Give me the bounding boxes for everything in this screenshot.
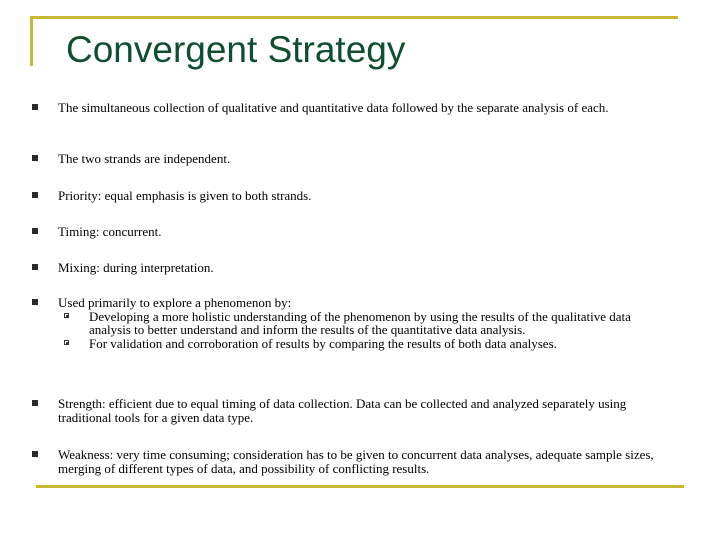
sub-bullet-item: [89, 310, 670, 337]
square-bullet-icon: [32, 400, 38, 406]
bullet-item: [58, 397, 670, 424]
bullet-item: [58, 448, 670, 475]
bullet-text: The two strands are independent.: [58, 151, 231, 166]
bullet-text: Timing: concurrent.: [58, 224, 162, 239]
bullet-item: [58, 261, 670, 275]
bottom-border-line: [36, 485, 684, 488]
left-border-line: [30, 16, 33, 66]
slide-title: Convergent Strategy: [66, 29, 406, 70]
square-bullet-icon: [32, 192, 38, 198]
square-bullet-icon: [32, 264, 38, 270]
square-bullet-icon: [32, 104, 38, 110]
bullet-text: The simultaneous collection of qualitative and quantitative data followed by the separate analysis of each.: [58, 100, 609, 115]
square-bullet-icon: [32, 155, 38, 161]
bullet-item: [58, 152, 670, 166]
bullet-text: Used primarily to explore a phenomenon by:: [58, 295, 292, 310]
bullet-item: [58, 101, 670, 115]
square-bullet-icon: [32, 299, 38, 305]
square-bullet-icon: [32, 228, 38, 234]
bullet-text: Mixing: during interpretation.: [58, 260, 214, 275]
top-border-line: [30, 16, 678, 19]
bullet-item: [58, 189, 670, 203]
bullet-item: [58, 296, 670, 350]
square-bullet-icon: [32, 451, 38, 457]
bullet-item: [58, 225, 670, 239]
hollow-square-bullet-icon: [64, 340, 69, 345]
hollow-square-bullet-icon: [64, 313, 69, 318]
sub-bullet-text: Developing a more holistic understanding of the phenomenon by using the results of the qualitative data analysis to better understand and inform the results of the quantitative data analysis.: [89, 308, 631, 337]
sub-bullet-item: [89, 337, 670, 351]
sub-bullet-text: For validation and corroboration of results by comparing the results of both data analyses.: [89, 335, 557, 351]
bullet-text: Strength: efficient due to equal timing of data collection. Data can be collected and analyzed separately using traditional tools for a given data type.: [58, 396, 627, 425]
bullet-text: Weakness: very time consuming; consideration has to be given to concurrent data analyses, adequate sample sizes, merging of different types of data, and possibility of conflicting results.: [58, 447, 654, 476]
bullet-text: Priority: equal emphasis is given to both strands.: [58, 188, 312, 203]
